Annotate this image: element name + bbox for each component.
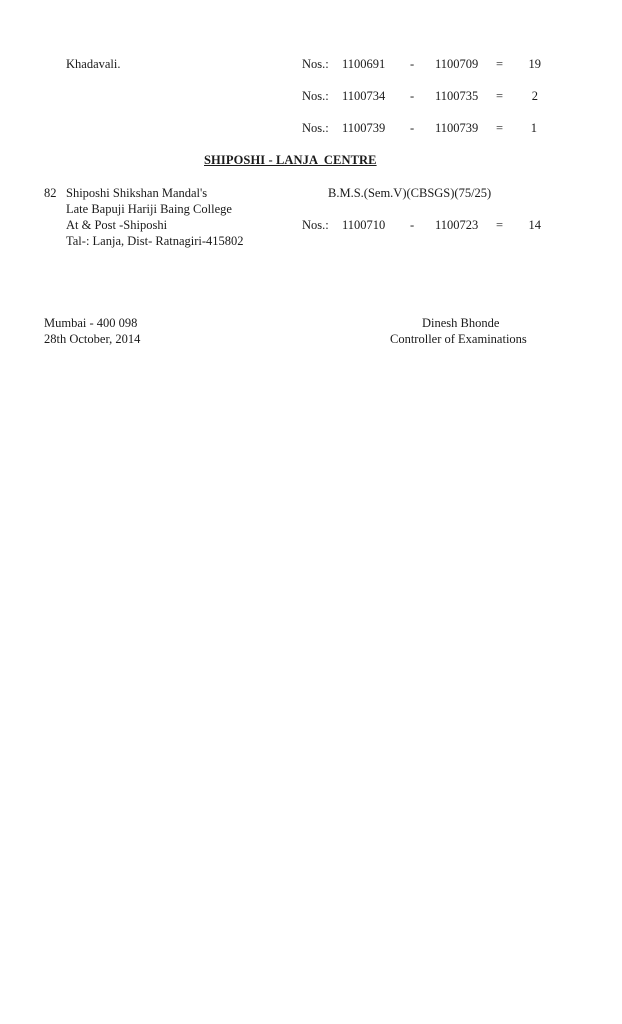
college-address-line: At & Post -Shiposhi [66,218,168,232]
range-prefix: Nos.: [302,121,329,135]
range-prefix: Nos.: [302,57,329,71]
range-from: 1100734 [342,89,386,103]
footer-date: 28th October, 2014 [44,332,141,346]
range-to: 1100723 [435,218,479,232]
range-dash: - [410,218,415,232]
range-to: 1100739 [435,121,479,135]
course-name: B.M.S.(Sem.V)(CBSGS)(75/25) [328,186,492,200]
college-address-line: Late Bapuji Hariji Baing College [66,202,232,216]
range-from: 1100739 [342,121,386,135]
range-dash: - [410,121,415,135]
range-to: 1100735 [435,89,479,103]
range-equals: = [496,121,504,135]
range-equals: = [496,89,504,103]
college-address-line: Khadavali. [66,57,121,71]
range-to: 1100709 [435,57,479,71]
range-prefix: Nos.: [302,89,329,103]
range-dash: - [410,57,415,71]
college-address-line: Tal-: Lanja, Dist- Ratnagiri-415802 [66,234,244,248]
range-dash: - [410,89,415,103]
signatory-name: Dinesh Bhonde [422,316,500,330]
entry-number: 82 [44,186,57,200]
range-count: 14 [528,218,541,232]
range-count: 1 [530,121,537,135]
range-from: 1100710 [342,218,386,232]
centre-heading: SHIPOSHI - LANJA CENTRE [204,153,377,167]
range-count: 19 [528,57,541,71]
range-equals: = [496,218,504,232]
footer-place: Mumbai - 400 098 [44,316,138,330]
college-address-line: Shiposhi Shikshan Mandal's [66,186,208,200]
range-equals: = [496,57,504,71]
range-prefix: Nos.: [302,218,329,232]
signatory-title: Controller of Examinations [390,332,527,346]
range-from: 1100691 [342,57,386,71]
range-count: 2 [531,89,538,103]
